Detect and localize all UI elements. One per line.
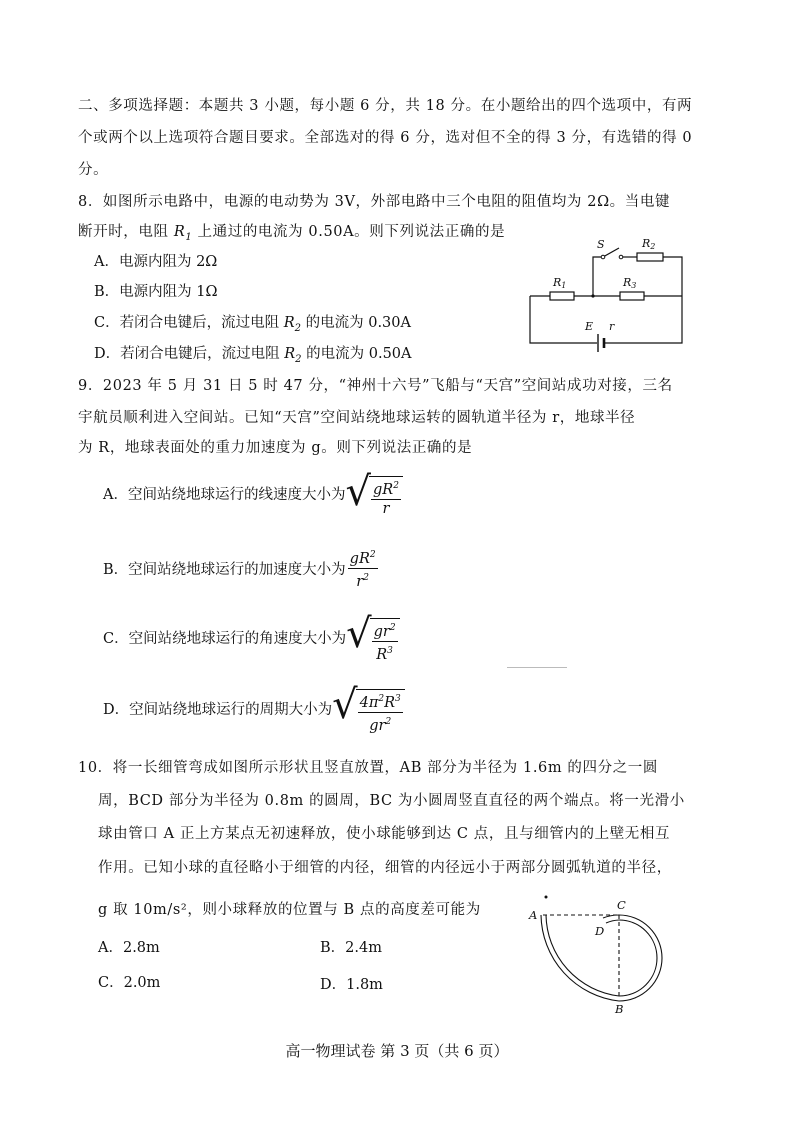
label-r3-letter: R: [623, 276, 632, 289]
q8-stem-line2-a: 断开时，电阻: [78, 224, 174, 240]
switch-contact: [601, 255, 605, 259]
page-footer: 高一物理试卷 第 3 页（共 6 页）: [285, 1042, 509, 1060]
q10-option-c[interactable]: C．2.0m: [98, 975, 161, 991]
tube-inner-arc-ab: [546, 915, 619, 996]
q8-stem-line2-b: 上通过的电流为 0.50A。则下列说法正确的是: [192, 224, 506, 240]
q9-option-b-formula: [348, 546, 378, 591]
circuit-wire-branch: [593, 257, 603, 296]
q9-stem-line3: 为 R，地球表面处的重力加速度为 g。则下列说法正确的是: [78, 440, 473, 456]
denominator: $r^2$: [356, 572, 369, 590]
q9-stem-line2: 宇航员顺利进入空间站。已知“天宫”空间站绕地球运转的圆轨道半径为 r，地球半径: [78, 410, 636, 426]
fraction: [372, 619, 398, 664]
junction-dot: [591, 294, 594, 297]
sqrt-content: [370, 618, 400, 664]
circuit-wire-right-top: [663, 257, 682, 296]
q10-option-d[interactable]: D．1.8m: [320, 977, 383, 993]
q10-stem-line2: 周，BCD 部分为半径为 0.8m 的圆周，BC 为小圆周竖直直径的两个端点。将一光滑小: [98, 793, 685, 809]
q9-option-c-formula: [346, 612, 399, 664]
section-header-line3: 分。: [78, 162, 109, 178]
q8-option-c[interactable]: [94, 311, 411, 334]
tube-inner-arc-bc: [619, 920, 657, 996]
q8-r1-letter: R: [173, 224, 186, 240]
q8-option-c-r2-letter: R: [283, 315, 295, 331]
section-header-line2: 个或两个以上选项符合题目要求。全部选对的得 6 分，选对但不全的得 3 分，有选错的得 0: [78, 130, 693, 146]
numerator: $gR^2$: [371, 477, 401, 500]
scan-mark: [507, 667, 567, 668]
resistor-r2: [637, 253, 663, 261]
q9-option-a-text: A．空间站绕地球运行的线速度大小为: [103, 487, 346, 504]
denominator: $gr^2$: [369, 716, 392, 734]
label-r3-sub: 3: [631, 281, 637, 290]
numerator: $gR^2$: [348, 546, 378, 569]
switch-contact: [619, 255, 623, 259]
q9-stem-line1: 9．2023 年 5 月 31 日 5 时 47 分，“神州十六号”飞船与“天宫”空间站成功对接，三名: [78, 378, 673, 394]
sqrt-radical: √: [332, 682, 358, 728]
q10-stem-line3: 球由管口 A 正上方某点无初速释放，使小球能够到达 C 点，且与细管内的上壁无相互: [98, 826, 671, 842]
q8-option-d-r2-letter: R: [284, 346, 296, 362]
label-r1: [552, 276, 566, 290]
q9-option-a-formula: [345, 470, 402, 518]
q9-option-d[interactable]: [103, 683, 405, 735]
label-r3: [622, 276, 636, 290]
q8-option-d[interactable]: [94, 342, 412, 365]
q8-option-c-r2: $R_2$: [283, 315, 301, 334]
resistor-r3: [620, 292, 644, 300]
sqrt-radical: √: [346, 611, 372, 657]
numerator: $4\pi^2R^3$: [358, 690, 403, 713]
q8-option-d-r2: $R_2$: [284, 346, 302, 365]
q9-option-c[interactable]: [103, 612, 400, 664]
fraction: [358, 690, 403, 735]
q8-option-d-text-b: 的电流为 0.50A: [301, 346, 412, 362]
section-header-line1: 二、多项选择题：本题共 3 小题，每小题 6 分，共 18 分。在小题给出的四个选项中，有两: [78, 98, 693, 114]
label-r1-letter: R: [553, 276, 562, 289]
label-e: E: [585, 320, 594, 333]
q10-stem-line4: 作用。已知小球的直径略小于细管的内径，细管的内径远小于两部分圆弧轨道的半径，: [98, 860, 672, 876]
sqrt-content: [356, 689, 405, 735]
tube-outer-arc-ab: [541, 915, 619, 1001]
label-a: A: [529, 908, 538, 922]
label-r2-sub: 2: [650, 242, 656, 251]
tube-inner-arc-cd: [606, 920, 619, 923]
switch-s: [603, 248, 619, 257]
q8-option-b[interactable]: B．电源内阻为 1Ω: [94, 284, 218, 300]
sqrt-content: [369, 476, 403, 518]
circuit-wire-right-bottom: [605, 296, 682, 343]
fraction: [371, 477, 401, 518]
release-point-dot: [545, 896, 548, 899]
label-r: r: [609, 320, 615, 333]
q9-option-d-text: D．空间站绕地球运行的周期大小为: [103, 702, 333, 719]
denominator: r: [382, 500, 390, 517]
q9-option-a[interactable]: [103, 470, 403, 518]
q9-option-d-formula: [332, 683, 405, 735]
denominator: $R^3$: [376, 645, 393, 663]
q8-option-d-text-a: D．若闭合电键后，流过电阻: [94, 346, 285, 362]
q8-option-c-text-b: 的电流为 0.30A: [301, 315, 411, 331]
label-s: S: [597, 238, 605, 251]
label-c: C: [617, 898, 626, 912]
numerator: $gr^2$: [372, 619, 398, 642]
q8-stem-line1: 8．如图所示电路中，电源的电动势为 3V，外部电路中三个电阻的阻值均为 2Ω。当电键: [78, 194, 671, 210]
q10-option-a[interactable]: A．2.8m: [98, 940, 160, 956]
label-r2-letter: R: [642, 237, 651, 250]
q8-stem-line2: [78, 220, 505, 243]
sqrt-radical: √: [345, 469, 371, 515]
q10-tube-diagram: [525, 893, 700, 1018]
q8-option-c-text-a: C．若闭合电键后，流过电阻: [94, 315, 284, 331]
q8-r1-symbol: $R_1$: [173, 224, 193, 243]
q8-option-a[interactable]: A．电源内阻为 2Ω: [94, 254, 218, 270]
q9-option-b[interactable]: [103, 546, 380, 591]
q10-stem-line5: g 取 10m/s²，则小球释放的位置与 B 点的高度差可能为: [98, 902, 481, 918]
q9-option-c-text: C．空间站绕地球运行的角速度大小为: [103, 631, 347, 648]
label-d: D: [595, 924, 605, 938]
label-r1-sub: 1: [561, 281, 567, 290]
label-r2: [641, 237, 655, 251]
label-b: B: [615, 1002, 624, 1016]
tube-outer-arc-bc: [619, 915, 662, 1001]
q8-circuit-diagram: [525, 233, 690, 358]
q10-stem-line1: 10．将一长细管弯成如图所示形状且竖直放置，AB 部分为半径为 1.6m 的四分之一圆: [78, 760, 659, 776]
q9-option-b-text: B．空间站绕地球运行的加速度大小为: [103, 561, 346, 578]
q10-option-b[interactable]: B．2.4m: [320, 940, 382, 956]
resistor-r1: [550, 292, 574, 300]
